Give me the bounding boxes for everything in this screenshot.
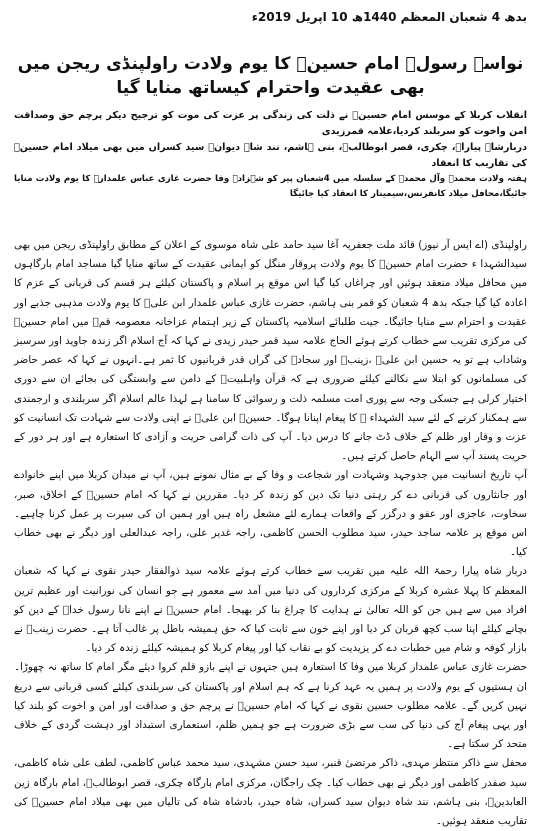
subheading-3: ہفتہ ولادت محمدؐ وآل محمدؐ کے سلسلہ میں 4شعبان پیر کو شہزادہ وفا حضرت غازی عباس علمدارؑ کا یوم ولادت منایا جائیگا،محافل میلاد کانفرنس،سیمینار کا انعقاد کیا جائیگا bbox=[14, 174, 527, 199]
article-paragraph-3: دربار شاہ پیارا رحمۃ اللہ علیہ میں تقریب سے خطاب کرتے ہوئے علامہ سید ذوالفقار حیدر نقوی نے کہا کہ شعبان المعظم کا پہلا عشرہ کربلا کے مرکزی کرداروں کی دنیا میں آمد سے معمور ہے جو انسان کی نورانیت اور عظیم ترین افراد میں سے ہیں جن کو اللہ تعالیٰ نے ہدایت کا چراغ بنا کر بھیجا۔ امام حسینؑ نے اپنے نانا رسول خداؐ کے دین کو بچانے کیلئے اپنا سب کچھ قربان کر دیا اور اپنے خون سے ثابت کیا کہ حق ہمیشہ باطل پر غالب آتا ہے۔ حضرت زینبؑ نے بازار کوفہ و شام میں خطبات دے کر یزیدیت کو بے نقاب کیا اور پیغام کربلا کو ہمیشہ کیلئے زندہ کر دیا۔ bbox=[14, 565, 527, 655]
article-paragraph-2: آپ تاریخ انسانیت میں جدوجہد وشہادت اور شجاعت و وفا کے بے مثال نمونے ہیں، آپ نے میدان کربلا میں اپنے خانوادے اور جانثاروں کی قربانی دے کر رہتی دنیا تک دین کو زندہ کر دیا۔ مقررین نے کہا کہ امام حسینؑ کے اخلاق، صبر، سخاوت، عاجزی اور عفو و درگزر کے واقعات ہمارے لئے مشعل راہ ہیں اور ہمیں ان کی سیرت پر عمل کرنا چاہیے۔ اس موقع پر علامہ ساجد حیدر، سید مطلوب الحسن کاظمی، راجہ غدیر علی، راجہ عبدالعلی اور دیگر نے بھی خطاب کیا۔ bbox=[14, 469, 527, 559]
article-body bbox=[14, 236, 527, 831]
spacer bbox=[14, 202, 527, 236]
article-paragraph-4: حضرت غازی عباس علمدار کربلا میں وفا کا استعارہ ہیں جنہوں نے اپنے بازو قلم کروا دیئے مگر امام کا ساتھ نہ چھوڑا۔ ان ہستیوں کے یوم ولادت پر ہمیں یہ عہد کرنا ہے کہ ہم اسلام اور پاکستان کی سربلندی کیلئے کسی قربانی سے دریغ نہیں کریں گے۔ علامہ مطلوب حسین نقوی نے کہا کہ امام حسینؑ نے پرچم حق و صداقت اور امن و اخوت کو بلند کیا اور یہی پیغام آج کی دنیا کی سب سے بڑی ضرورت ہے جو ہمیں ظلم، استعماری استبداد اور دہشت گردی کے خلاف متحد کر سکتا ہے۔ bbox=[14, 661, 527, 751]
dateline: بدھ 4 شعبان المعظم 1440ھ 10 اپریل 2019ء bbox=[251, 10, 527, 24]
subheading-2: دربارشاہ پیاراؒ، چکری، قصر ابوطالبؑ، بنی ہاشم، نند شاہ دیوانؒ سید کسراں میں بھی میلاد امام حسینؑ کی تقاریب کا انعقاد bbox=[14, 142, 527, 169]
article-paragraph-1: راولپنڈی (اے ایس آر نیوز) قائد ملت جعفریہ آغا سید حامد علی شاہ موسوی کے اعلان کے مطابق راولپنڈی ریجن میں بھی سیدالشہدا ء حضرت امام حسینؑ کا یوم ولادت پروقار منگل کو ایمانی عقیدت کے ساتھ منایا گیا مساجد امام بارگاہوں میں محافل میلاد منعقد ہوئیں اور چراغاں کیا گیا اس موقع پر اسلام و پاکستان کیلئے ہر قسم کی قربانی کے عزم کا اعادہ کیا گیا جبکہ بدھ 4 شعبان کو قمر بنی ہاشم، حضرت غازی عباس علمدار ابن علیؑ کا یوم ولادت مذہبی جذبے اور عقیدت و احترام سے منایا جائیگا۔ جیت طلبائے اسلامیہ پاکستان کے زیر اہتمام عزاخانہ معصومہ قمؑ میں امام حسینؑ کی مرکزی تقریب سے خطاب کرتے ہوئے الحاج علامہ سید قمر حیدر زیدی نے کہا کہ آج اسلام اگر زندہ جاوید اور سرسبز وشاداب ہے تو یہ حسین ابن علیؑ ،زینبؑ اور سجادؑ کی گراں قدر قربانیوں کا ثمر ہے۔انہوں نے کہا کہ عصر حاضر کی مسلمانوں کو ابتلا سے نکالنے کیلئے ضروری ہے کہ قرآن واہلبیتؑ کے دامن سے وابستگی کی بجائے ان سے دوری اختیار کرلی ہے جسکی وجہ سے پوری امت مسلمہ ذلت و رسوائی کا سامنا ہے لہذا عالم اسلام اگر سربلندی و ارجمندی سے ہمکنار کرنے کے لئے سید الشہداء ؑ کا پیغام اپنانا ہوگا۔ حسینؑ ابن علیؑ نے اپنی ولادت سے شہادت تک انسانیت کو عزت و وقار اور ظلم کے خلاف ڈٹ جانے کا درس دیا۔ آپ کی ذات گرامی حریت و آزادی کا استعارہ ہے اور ہر دور کے حریت پسند آپ سے الہام حاصل کرتے ہیں۔ bbox=[14, 239, 527, 463]
article-paragraph-5: محفل سے ذاکر منتظر مہدی، ذاکر مرتضیٰ قنبر، سید حسن مشہدی، سید محمد عباس کاظمی، لطف علی شاہ کاظمی، سید صفدر کاظمی اور دیگر نے بھی خطاب کیا۔ چک راجگان، مرکزی امام بارگاہ چکری، قصر ابوطالبؑ، امام بارگاہ زین العابدینؑ، بنی ہاشم، نند شاہ دیوان سید کسراں، شاہ حیدر، بادشاہ شاہ کی تالیاں میں بھی میلاد امام حسینؑ کی تقاریب منعقد ہوئیں۔ bbox=[14, 757, 527, 828]
subheading-1: انقلاب کربلا کے موسس امام حسینؑ نے ذلت کی زندگی پر عزت کی موت کو ترجیح دیکر پرچم حق وصداقت امن واخوت کو سربلند کردیا،علامہ قمرزیدی bbox=[14, 110, 527, 137]
headline: نواسہ رسولؐ امام حسینؑ کا یوم ولادت راولپنڈی ریجن میں بھی عقیدت واحترام کیساتھ منایا گیا bbox=[17, 54, 524, 98]
